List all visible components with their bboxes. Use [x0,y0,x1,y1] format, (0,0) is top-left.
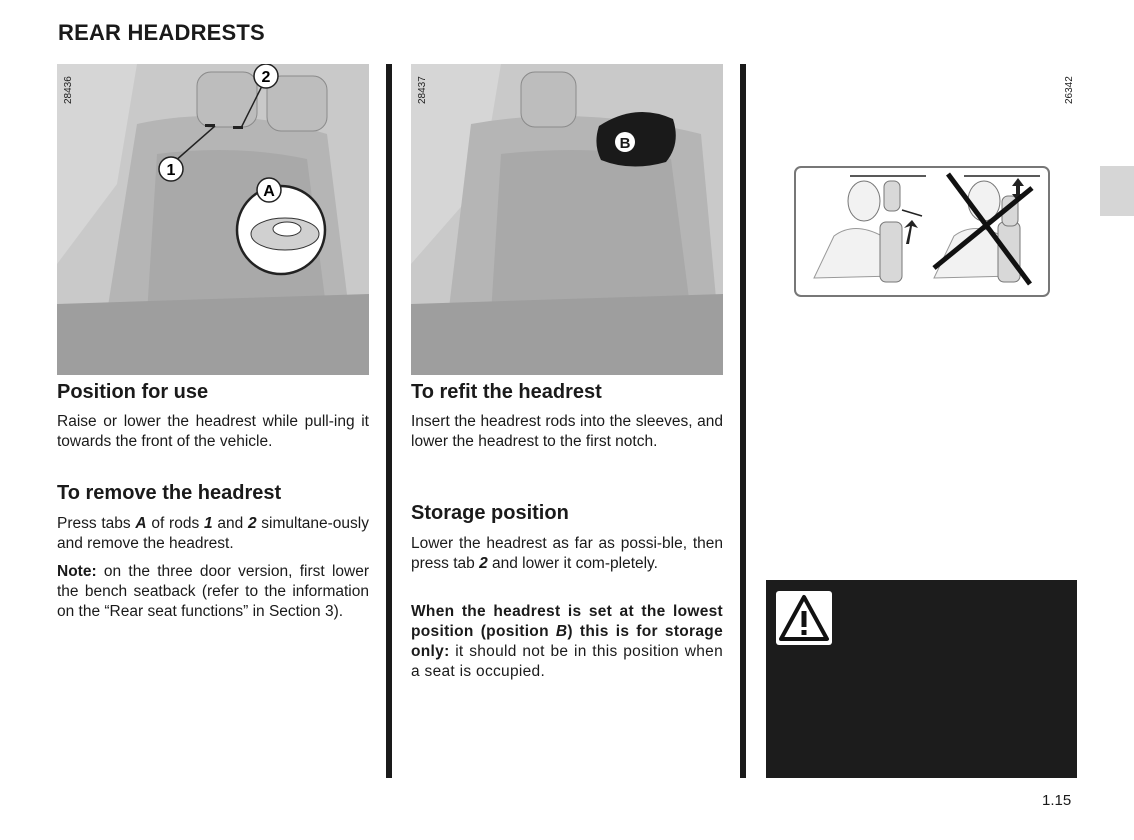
warning-triangle-icon [776,591,832,645]
figure-code-2: 28437 [417,76,428,104]
text-storage-warning: When the headrest is set at the lowest position (position B) this is for storage only: it should not be in this position when a seat is occupied. [411,603,723,680]
page-title: REAR HEADRESTS [58,20,265,45]
label-b: B [619,135,631,152]
figure-headrest-storage [411,64,723,375]
text-storage-position: Lower the headrest as far as possi-ble, then press tab 2 and lower it com-pletely. [411,535,723,572]
label-a: A [263,183,275,200]
page-number: 1.15 [1042,792,1072,809]
text-refit-headrest: Insert the headrest rods into the sleeves, and lower the headrest to the first notch. [411,413,723,450]
figure-code-1: 28436 [63,76,74,104]
text-note: Note: on the three door version, first lower the bench seatback (refer to the information on the “Rear seat functions” in Section 3). [57,563,369,620]
section-tab [1100,166,1134,216]
diagram-headrest-correct-incorrect [794,166,1050,297]
heading-storage-position: Storage position [411,502,569,524]
figure-headrest-tabs [57,64,369,375]
column-divider-right [740,64,746,778]
heading-position-for-use: Position for use [57,381,209,403]
figure-code-3: 26342 [1064,76,1075,104]
heading-refit-headrest: To refit the headrest [411,381,602,403]
text-remove-headrest: Press tabs A of rods 1 and 2 simultane-ously and remove the headrest. [57,515,369,552]
column-divider-left [386,64,392,778]
label-1: 1 [166,162,176,179]
text-position-for-use: Raise or lower the headrest while pull-ing it towards the front of the vehicle. [57,413,369,450]
label-2: 2 [261,69,271,86]
heading-remove-headrest: To remove the headrest [57,482,282,504]
